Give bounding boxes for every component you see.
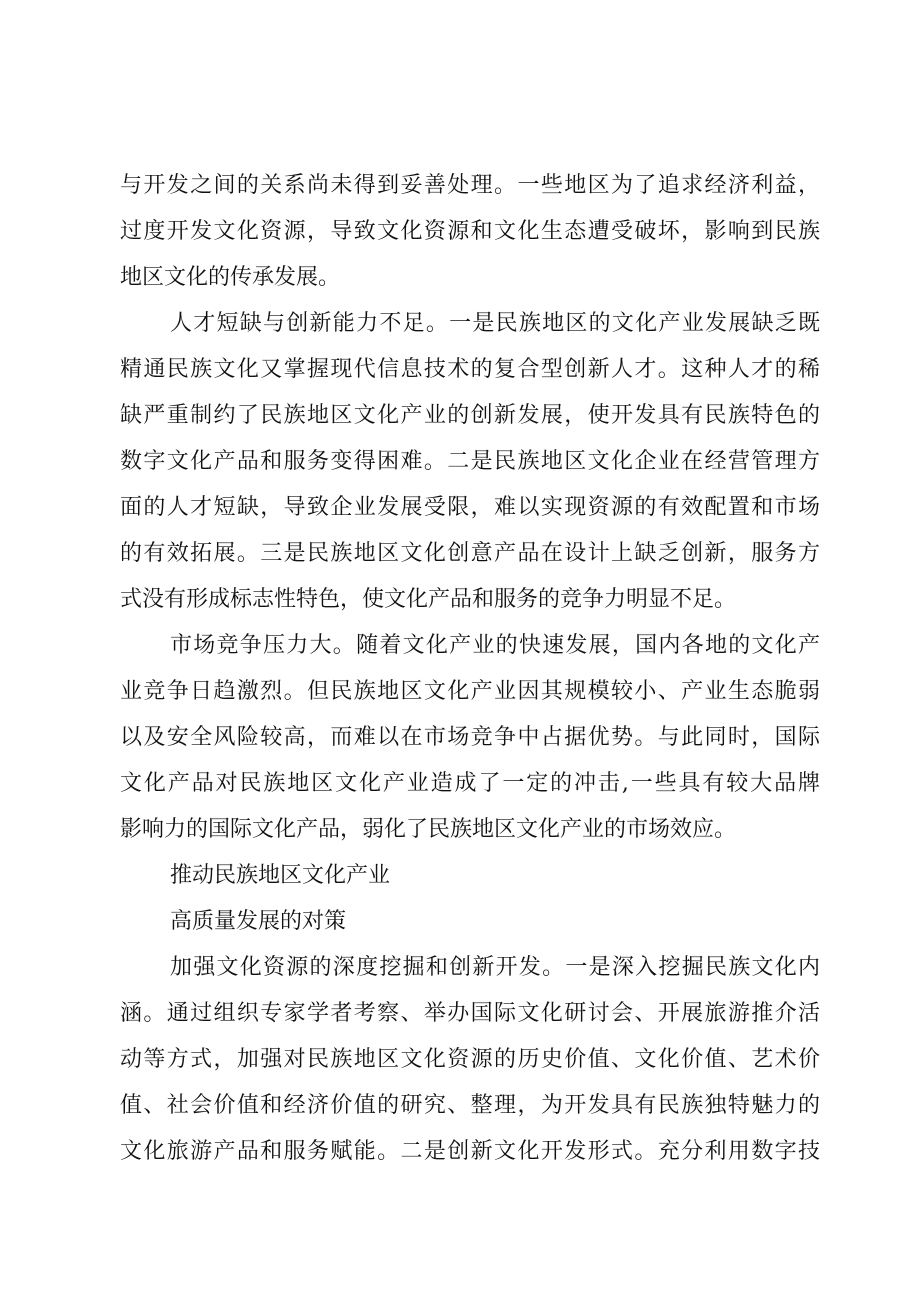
text-line: 文化旅游产品和服务赋能。二是创新文化开发形式。充分利用数字技 bbox=[120, 1139, 820, 1164]
text-line: 动等方式，加强对民族地区文化资源的历史价值、文化价值、艺术价 bbox=[120, 1047, 820, 1072]
paragraph-heading-line: 市场竞争压力大。随着文化产业的快速发展，国内各地的文化产 bbox=[170, 633, 820, 658]
text-line: 以及安全风险较高，而难以在市场竞争中占据优势。与此同时，国际 bbox=[120, 725, 820, 750]
text-line: 面的人才短缺，导致企业发展受限，难以实现资源的有效配置和市场 bbox=[120, 495, 820, 520]
text-line: 过度开发文化资源，导致文化资源和文化生态遭受破坏，影响到民族 bbox=[120, 219, 820, 244]
document-body bbox=[120, 163, 820, 1175]
text-line: 缺严重制约了民族地区文化产业的创新发展，使开发具有民族特色的 bbox=[120, 403, 820, 428]
text-line: 的有效拓展。三是民族地区文化创意产品在设计上缺乏创新，服务方 bbox=[120, 541, 820, 566]
text-line: 精通民族文化又掌握现代信息技术的复合型创新人才。这种人才的稀 bbox=[120, 357, 820, 382]
text-line: 业竞争日趋激烈。但民族地区文化产业因其规模较小、产业生态脆弱 bbox=[120, 679, 820, 704]
text-line: 影响力的国际文化产品，弱化了民族地区文化产业的市场效应。 bbox=[120, 817, 737, 842]
text-line: 文化产品对民族地区文化产业造成了一定的冲击,一些具有较大品牌 bbox=[120, 771, 820, 796]
paragraph-heading-line: 人才短缺与创新能力不足。一是民族地区的文化产业发展缺乏既 bbox=[170, 311, 820, 336]
text-line: 值、社会价值和经济价值的研究、整理，为开发具有民族独特魅力的 bbox=[120, 1093, 820, 1118]
section-heading-line: 推动民族地区文化产业 bbox=[170, 863, 391, 888]
paragraph-heading-line: 加强文化资源的深度挖掘和创新开发。一是深入挖掘民族文化内 bbox=[170, 955, 820, 980]
text-line: 与开发之间的关系尚未得到妥善处理。一些地区为了追求经济利益， bbox=[120, 173, 820, 198]
section-heading-line: 高质量发展的对策 bbox=[170, 909, 347, 934]
text-line: 式没有形成标志性特色，使文化产品和服务的竞争力明显不足。 bbox=[120, 587, 737, 612]
text-line: 地区文化的传承发展。 bbox=[120, 265, 341, 290]
text-line: 涵。通过组织专家学者考察、举办国际文化研讨会、开展旅游推介活 bbox=[120, 1001, 820, 1026]
text-line: 数字文化产品和服务变得困难。二是民族地区文化企业在经营管理方 bbox=[120, 449, 820, 474]
